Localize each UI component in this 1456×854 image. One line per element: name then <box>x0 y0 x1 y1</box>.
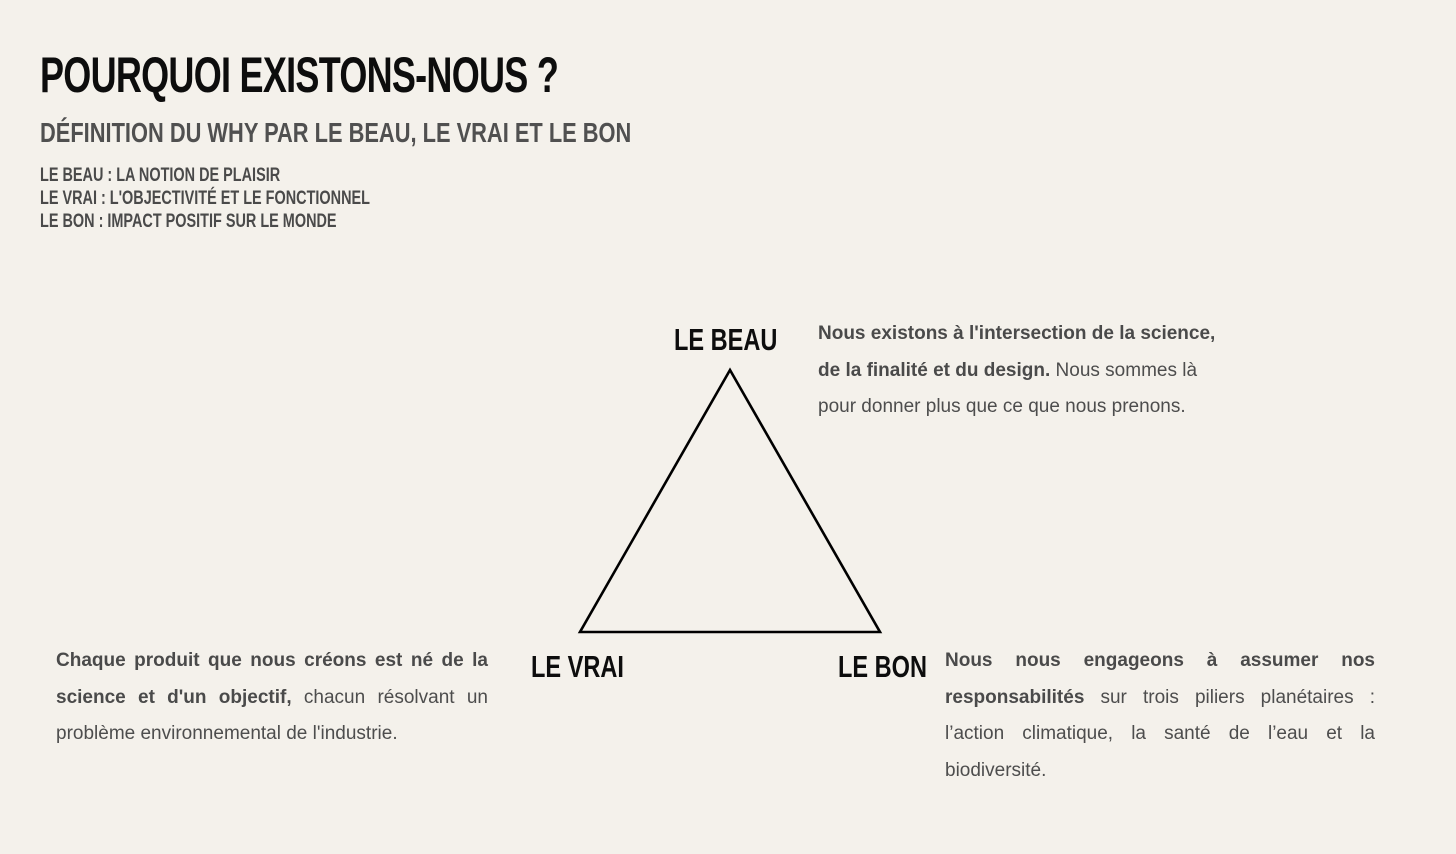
text-block-beau-bold: Nous existons à l'intersection de la science, de la finalité et du design. <box>818 323 1216 381</box>
text-block-bon <box>945 643 1375 789</box>
text-block-vrai <box>56 643 488 753</box>
definitions-list <box>40 164 370 233</box>
text-block-beau <box>818 316 1238 426</box>
page-title: POURQUOI EXISTONS-NOUS ? <box>40 47 559 103</box>
vertex-label-vrai: LE VRAI <box>531 649 624 684</box>
vertex-label-bon: LE BON <box>838 649 928 684</box>
text-block-beau-rest: Nous sommes là pour donner plus que ce que nous prenons. <box>818 359 1198 417</box>
definition-beau: LE BEAU : LA NOTION DE PLAISIR <box>40 165 281 186</box>
text-block-bon-bold: Nous nous engageons à assumer nos responsabilités <box>945 650 1375 708</box>
vertex-label-beau: LE BEAU <box>674 322 778 357</box>
text-block-bon-rest: sur trois piliers planétaires : l’action climatique, la santé de l’eau et la biodiversité. <box>945 686 1375 781</box>
definition-bon: LE BON : IMPACT POSITIF SUR LE MONDE <box>40 211 337 232</box>
text-block-vrai-bold: Chaque produit que nous créons est né de la science et d'un objectif, <box>56 650 488 708</box>
definition-vrai: LE VRAI : L'OBJECTIVITÉ ET LE FONCTIONNEL <box>40 188 370 209</box>
text-block-vrai-rest: chacun résolvant un problème environnemental de l'industrie. <box>56 686 488 744</box>
page-subtitle: DÉFINITION DU WHY PAR LE BEAU, LE VRAI ET LE BON <box>40 117 632 148</box>
